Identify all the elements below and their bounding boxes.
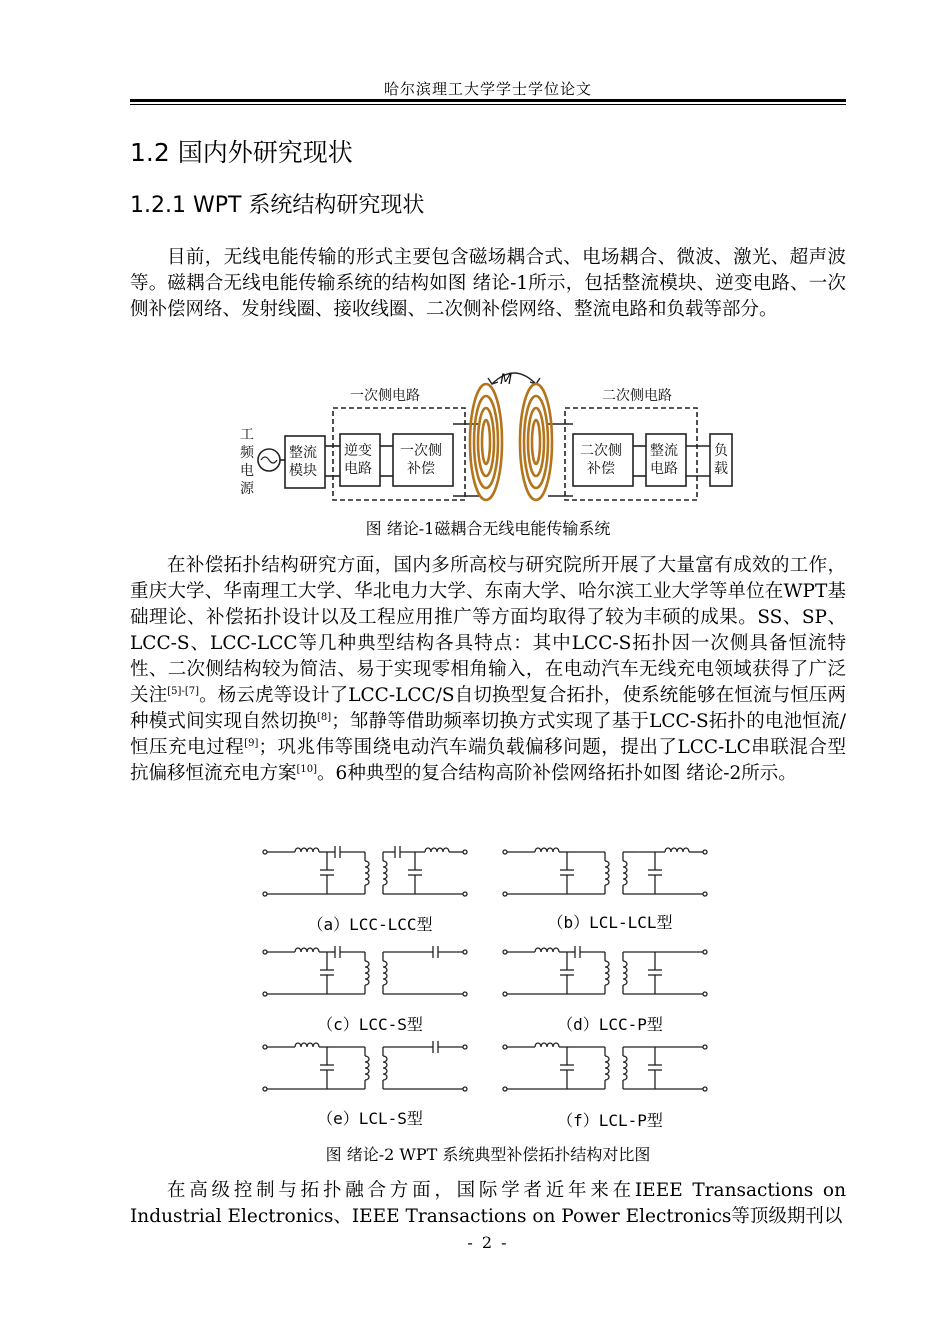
primary-comp-label-1: 一次侧 (400, 443, 442, 459)
rectifier-module-label-1: 整流 (289, 445, 317, 461)
p2-text-2: 。杨云虎等设计了LCC-LCC/S自切换型复合拓扑，使系统能够在恒流与恒压两种模式间实现自然切换 (130, 685, 846, 732)
terminal-dot (263, 892, 267, 896)
coupled-coil-symbol (623, 1056, 627, 1080)
terminal-dot (703, 950, 707, 954)
terminal-dot (703, 1087, 707, 1091)
ref-8: [8] (317, 711, 332, 723)
terminal-dot (263, 992, 267, 996)
subcaption-e: （e）LCL-S型 (317, 1109, 423, 1128)
inverter-box (340, 434, 380, 486)
coupled-coil-symbol (383, 861, 387, 885)
terminal-dot (463, 892, 467, 896)
figure-2-caption: 图 绪论-2 WPT 系统典型补偿拓扑结构对比图 (325, 1145, 651, 1164)
primary-comp-label-2: 补偿 (407, 461, 435, 477)
transmit-coil (470, 384, 502, 500)
mutual-inductance-arrow (492, 373, 536, 384)
coupled-coil-symbol (623, 961, 627, 985)
inductor-symbol (535, 1043, 559, 1047)
figure-2-topologies (250, 842, 730, 1142)
header-rule-thick (130, 99, 846, 102)
subcaption-a: （a）LCC-LCC型 (307, 915, 433, 934)
terminal-dot (703, 992, 707, 996)
terminal-dot (263, 850, 267, 854)
terminal-dot (263, 1045, 267, 1049)
rectifier-circuit-box (646, 434, 686, 486)
coupled-coil-symbol (365, 961, 369, 985)
terminal-dot (703, 892, 707, 896)
rectifier-circuit-label-1: 整流 (650, 443, 678, 459)
figure-1-block-diagram (230, 362, 740, 504)
load-label-1: 负 (714, 443, 728, 459)
rectifier-module-label-2: 模块 (289, 463, 317, 479)
rectifier-module-box (285, 436, 325, 488)
ref-5-7: [5]-[7] (167, 685, 199, 697)
p2-text-5: 。6种典型的复合结构高阶补偿网络拓扑如图 绪论-2所示。 (317, 763, 797, 784)
terminal-dot (503, 1045, 507, 1049)
inductor-symbol (425, 848, 449, 852)
subcaption-f: （f）LCL-P型 (557, 1111, 663, 1130)
secondary-comp-label-2: 补偿 (587, 461, 615, 477)
paragraph-3-text: 在高级控制与拓扑融合方面，国际学者近年来在IEEE Transactions on Industrial Electronics、IEEE Transactions on Power Electronics等顶级期刊以 (130, 1180, 846, 1227)
coupled-coil-symbol (383, 961, 387, 985)
terminal-dot (503, 850, 507, 854)
terminal-dot (463, 1087, 467, 1091)
primary-circuit-label: 一次侧电路 (350, 388, 420, 404)
coupled-coil-symbol (365, 861, 369, 885)
coupled-coil-symbol (605, 861, 609, 885)
terminal-dot (463, 992, 467, 996)
page-number: - 2 - (467, 1233, 509, 1252)
terminal-dot (503, 892, 507, 896)
primary-comp-box (393, 434, 453, 486)
coupled-coil-symbol (365, 1056, 369, 1080)
ref-9: [9] (244, 737, 259, 749)
terminal-dot (503, 950, 507, 954)
section-title: 1.2 国内外研究现状 (130, 138, 353, 167)
terminal-dot (263, 1087, 267, 1091)
source-label-3: 电 (240, 463, 254, 479)
terminal-dot (263, 950, 267, 954)
secondary-circuit-label: 二次侧电路 (602, 388, 672, 404)
load-box (710, 434, 732, 486)
paragraph-2-text (130, 553, 846, 787)
inductor-symbol (535, 948, 559, 952)
p2-text-1: 在补偿拓扑结构研究方面，国内多所高校与研究院所开展了大量富有成效的工作，重庆大学、华南理工大学、华北电力大学、东南大学、哈尔滨工业大学等单位在WPT基础理论、补偿拓扑设计以及工程应用推广等方面均取得了较为丰硕的成果。SS、SP、LCC-S、LCC-LCC等几种典型结构各具特点：其中LCC-S拓扑因一次侧具备恒流特性、二次侧结构较为简洁、易于实现零相角输入，在电动汽车无线充电领域获得了广泛关注 (130, 555, 846, 706)
paragraph-3 (130, 1178, 846, 1230)
coupled-coil-symbol (383, 1056, 387, 1080)
coupled-coil-symbol (623, 861, 627, 885)
terminal-dot (463, 950, 467, 954)
secondary-comp-box (573, 434, 633, 486)
source-label-1: 工 (240, 427, 254, 443)
paragraph-1-text: 目前，无线电能传输的形式主要包含磁场耦合式、电场耦合、微波、激光、超声波等。磁耦合无线电能传输系统的结构如图 绪论-1所示，包括整流模块、逆变电路、一次侧补偿网络、发射线圈、接收线圈、二次侧补偿网络、整流电路和负载等部分。 (130, 247, 846, 320)
subcaption-c: （c）LCC-S型 (317, 1015, 423, 1034)
running-header: 哈尔滨理工大学学士学位论文 (383, 80, 592, 98)
p2-text-4: ；巩兆伟等围绕电动汽车端负载偏移问题，提出了LCC-LC串联混合型抗偏移恒流充电方案 (130, 737, 846, 784)
mutual-label: M (500, 372, 513, 388)
inductor-symbol (665, 848, 689, 852)
header-rule-thin (130, 104, 846, 105)
terminal-dot (503, 1087, 507, 1091)
secondary-comp-label-1: 二次侧 (580, 443, 622, 459)
terminal-dot (463, 1045, 467, 1049)
terminal-dot (463, 850, 467, 854)
subcaption-b: （b）LCL-LCL型 (547, 913, 673, 932)
terminal-dot (503, 992, 507, 996)
receive-coil (520, 384, 552, 500)
source-label-4: 源 (240, 481, 254, 497)
figure-1-caption: 图 绪论-1磁耦合无线电能传输系统 (365, 519, 611, 538)
ref-10: [10] (296, 763, 318, 775)
paragraph-2 (130, 553, 846, 787)
inductor-symbol (295, 948, 319, 952)
terminal-dot (703, 1045, 707, 1049)
load-label-2: 载 (714, 461, 728, 477)
source-label-2: 频 (240, 445, 254, 461)
inverter-label-2: 电路 (344, 461, 372, 477)
paragraph-1 (130, 245, 846, 323)
coupled-coil-symbol (605, 1056, 609, 1080)
rectifier-circuit-label-2: 电路 (650, 461, 678, 477)
terminal-dot (703, 850, 707, 854)
inverter-label-1: 逆变 (344, 443, 372, 459)
subcaption-d: （d）LCC-P型 (557, 1015, 663, 1034)
coupled-coil-symbol (605, 961, 609, 985)
inductor-symbol (295, 848, 319, 852)
subsection-title: 1.2.1 WPT 系统结构研究现状 (130, 193, 425, 218)
inductor-symbol (295, 1043, 319, 1047)
inductor-symbol (535, 848, 559, 852)
p2-text-3: ；邹静等借助频率切换方式实现了基于LCC-S拓扑的电池恒流/恒压充电过程 (130, 711, 846, 758)
